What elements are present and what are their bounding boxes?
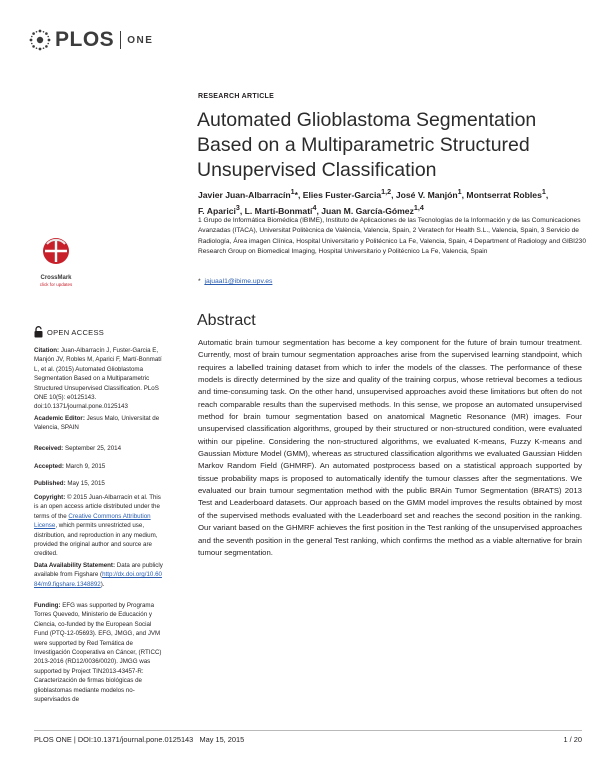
affiliations: 1 Grupo de Informática Biomédica (IBIME), Instituto de Aplicaciones de las Tecnologías de la Información y de las Comunicaciones Avanzadas (ITACA), Universitat Politècnica de València, Valencia, Spain, 2 Veratech for Health S.L., Valencia, Spain, 3 Servicio de Radiología, Área imagen Clínica, Hospital Universitario y Politécnico La Fe, Valencia, Spain, 4 Department of Radiology and GIBI230 Research Group on Biomedical Imaging, Hospital Universitario y Politécnico La Fe, Valencia, Spain: [198, 217, 587, 256]
license-link[interactable]: Creative Commons Attribution License: [34, 512, 151, 530]
citation: Citation: Juan-Albarracín J, Fuster-Garcia E, Manjón JV, Robles M, Aparici F, Martí-Bonmatí L, et al. (2015) Automated Glioblastoma Segmentation Based on a Multiparametric Structured Unsupervised Classification. PLoS ONE 10(5): e0125143. doi:10.1371/journal.pone.0125143: [34, 347, 162, 411]
data-availability: Data Availability Statement: Data are publicly available from Figshare (http://dx.doi.org/10.6084/m9.figshare.1348892).: [34, 562, 163, 588]
correspondence-mark: *: [198, 278, 201, 285]
abstract-heading: Abstract: [197, 312, 256, 329]
article-title: Automated Glioblastoma Segmentation Based on a Multiparametric Structured Unsupervised Classification: [197, 109, 537, 181]
plos-logo[interactable]: [28, 27, 153, 53]
footer-citation: PLOS ONE | DOI:10.1371/journal.pone.0125143 May 15, 2015: [34, 735, 245, 744]
logo-text: PLOS: [55, 28, 115, 51]
journal-name: ONE: [127, 34, 154, 46]
accepted-date: Accepted: March 9, 2015: [34, 463, 106, 470]
open-access-label: OPEN ACCESS: [47, 327, 105, 337]
email-link[interactable]: jajuaal1@ibime.upv.es: [204, 278, 273, 285]
figshare-link[interactable]: http://dx.doi.org/10.6084/m9.figshare.1348892: [34, 571, 162, 588]
plos-mark-icon: [28, 28, 52, 52]
author[interactable]: Juan M. García-Gómez$^{1,4}$: [321, 203, 424, 216]
crossmark-icon: [34, 236, 78, 270]
crossmark-badge[interactable]: [34, 236, 78, 287]
author[interactable]: F. Aparici$^3$: [198, 203, 240, 216]
author[interactable]: L. Martí-Bonmatí$^4$: [244, 203, 317, 216]
open-lock-icon: [34, 326, 43, 338]
crossmark-label: CrossMark: [40, 275, 72, 281]
page-number: 1 / 20: [563, 735, 582, 744]
author[interactable]: Elies Fuster-Garcia$^{1,2}$: [302, 188, 392, 200]
open-access-badge: [34, 326, 104, 338]
article-type: RESEARCH ARTICLE: [198, 93, 275, 100]
abstract-text: Automatic brain tumour segmentation has become a key component for the future of brain tumour treatment. Currently, most of brain tumour segmentation approaches arise from the supervised learning standpoint, which requires a labelled training dataset from which to infer the models of the classes. The performance of these models is directly determined by the size and quality of the training corpus, whose retrieval becomes a tedious and time-consuming task. On the other hand, unsupervised approaches avoid these limitations but often do not reach comparable results than the supervised methods. In this sense, we propose an automated unsupervised method for brain tumour segmentation based on anatomical Magnetic Resonance (MR) images. Four unsupervised classification algorithms, grouped by their structured or non-structured condition, were evaluated within our pipeline. Considering the non-structured algorithms, we evaluated K-means, Fuzzy K-means and Gaussian Mixture Model (GMM), whereas as structured classification algorithms we evaluated Gaussian Hidden Markov Random Field (GHMRF). An automated postprocess based on a statistical approach supported by tissue probability maps is proposed to automatically identify the tumour classes after the segmentations. We evaluated our brain tumour segmentation method with the public BRAin Tumor Segmentation (BRATS) 2013 Test and Leaderboard datasets. Our approach based on the GMM model improves the results obtained by most of the supervised methods evaluated with the Leaderboard set and reaches the second position in the ranking. Our variant based on the GHMRF achieves the first position in the Test ranking of the unsupervised approaches and the seventh position in the general Test ranking, which confirms the method as a viable alternative for brain tumour segmentation.: [198, 338, 582, 557]
logo-divider: [120, 31, 121, 49]
funding: Funding: EFG was supported by Programa Torres Quevedo, Ministerio de Educación y Ciencia, co-funded by the European Social Fund (PTQ-12-05693). EFG, JMGG, and JVM were supported by Red Temática de Investigación Cooperativa en Cáncer, (RTICC) 2013-2016 (RD12/0036/0020). JMGG was supported by Project TIN2013-43457-R: Caracterización de firmas biológicas de glioblastomas mediante modelos no-supervisados de: [34, 602, 162, 704]
footer-divider: [34, 730, 582, 731]
author-list: Javier Juan-Albarracín$^1$*, Elies Fuster-Garcia$^{1,2}$, José V. Manjón$^1$, Montserrat Robles$^1$, F. Aparici$^3$, L. Martí-Bonmatí$^4$, Juan M. García-Gómez$^{1,4}$: [198, 188, 549, 216]
academic-editor: Academic Editor: Jesus Malo, Universitat de Valencia, SPAIN: [34, 415, 160, 432]
author[interactable]: José V. Manjón$^1$: [395, 188, 462, 200]
author[interactable]: Montserrat Robles$^1$: [466, 188, 546, 200]
crossmark-sublabel: click for updates: [39, 282, 73, 287]
author[interactable]: Javier Juan-Albarracín$^1$*: [198, 188, 299, 200]
correspondence: [198, 278, 272, 285]
copyright: Copyright: © 2015 Juan-Albarracín et al. This is an open access article distributed under the terms of the Creative Commons Attribution License, which permits unrestricted use, distribution, and reproduction in any medium, provided the original author and source are credited.: [34, 494, 161, 558]
published-date: Published: May 15, 2015: [34, 480, 105, 487]
received-date: Received: September 25, 2014: [34, 445, 122, 452]
